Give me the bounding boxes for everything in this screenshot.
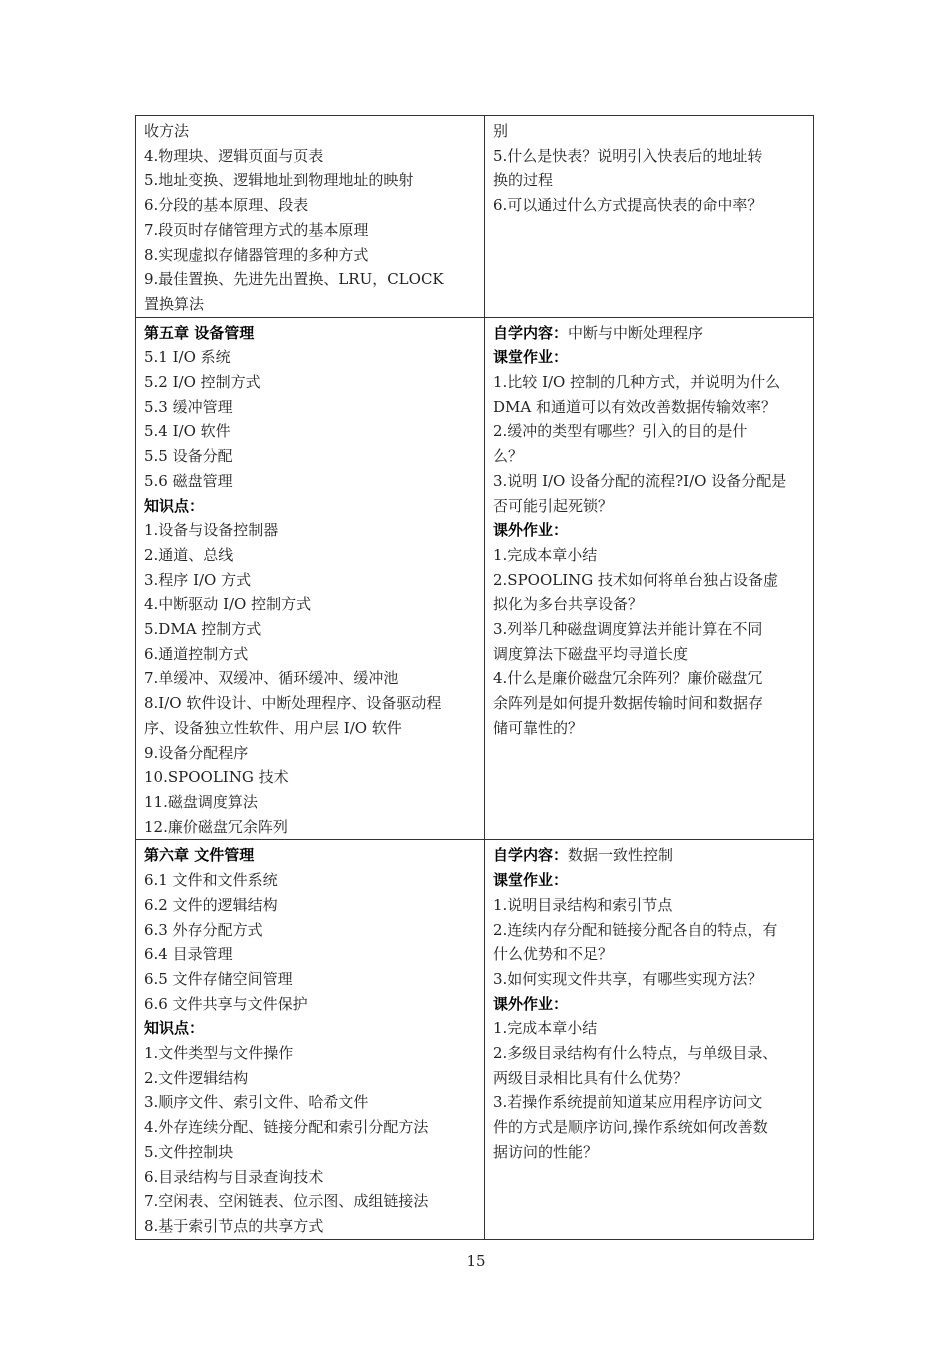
chapter-content-cell bbox=[136, 840, 485, 1239]
content-line: 据访问的性能？ bbox=[493, 1142, 599, 1161]
content-line: 2.缓冲的类型有哪些？引入的目的是什 bbox=[493, 422, 748, 441]
content-line: 6.2 文件的逻辑结构 bbox=[144, 895, 278, 914]
section-heading: 知识点： bbox=[144, 1019, 205, 1038]
content-line: 3.程序 I/O 方式 bbox=[144, 570, 252, 589]
content-line: 8.实现虚拟存储器管理的多种方式 bbox=[144, 245, 369, 264]
content-line: 6.可以通过什么方式提高快表的命中率？ bbox=[493, 196, 763, 215]
assignment-cell bbox=[485, 840, 814, 1239]
content-line: 1.说明目录结构和索引节点 bbox=[493, 895, 673, 914]
content-line: 余阵列是如何提升数据传输时间和数据存 bbox=[493, 694, 764, 713]
content-line: 4.外存连续分配、链接分配和索引分配方法 bbox=[144, 1118, 429, 1137]
content-line: 6.目录结构与目录查询技术 bbox=[144, 1167, 324, 1186]
content-line: 10.SPOOLING 技术 bbox=[144, 768, 289, 787]
content-line: 5.4 I/O 软件 bbox=[144, 422, 231, 441]
section-heading: 课外作业： bbox=[493, 521, 569, 540]
self-study-line bbox=[493, 321, 807, 346]
content-line: 6.1 文件和文件系统 bbox=[144, 871, 278, 890]
content-line: 别 bbox=[493, 122, 509, 140]
assignment-cell bbox=[485, 116, 814, 318]
content-line: 9.设备分配程序 bbox=[144, 743, 249, 762]
self-study-label: 自学内容： bbox=[493, 846, 569, 865]
content-line: 1.完成本章小结 bbox=[493, 545, 598, 564]
section-heading: 第六章 文件管理 bbox=[144, 846, 255, 865]
content-line: 2.SPOOLING 技术如何将单台独占设备虚 bbox=[493, 570, 779, 589]
self-study-topic: 中断与中断处理程序 bbox=[568, 323, 704, 342]
table-row bbox=[136, 317, 814, 840]
content-line: 5.地址变换、逻辑地址到物理地址的映射 bbox=[144, 171, 414, 190]
self-study-topic: 数据一致性控制 bbox=[568, 846, 674, 865]
content-line: 6.4 目录管理 bbox=[144, 945, 233, 964]
content-line: 换的过程 bbox=[493, 171, 554, 190]
content-line: 1.比较 I/O 控制的几种方式，并说明为什么 bbox=[493, 373, 781, 392]
content-line: 收方法 bbox=[144, 122, 190, 140]
content-line: 9.最佳置换、先进先出置换、LRU，CLOCK bbox=[144, 270, 444, 289]
content-line: 否可能引起死锁？ bbox=[493, 496, 614, 515]
content-line: 5.2 I/O 控制方式 bbox=[144, 373, 261, 392]
content-line: 5.6 磁盘管理 bbox=[144, 471, 233, 490]
content-line: 5.1 I/O 系统 bbox=[144, 348, 231, 367]
content-line: 6.6 文件共享与文件保护 bbox=[144, 994, 308, 1013]
content-line: 7.空闲表、空闲链表、位示图、成组链接法 bbox=[144, 1192, 429, 1211]
content-line: 3.若操作系统提前知道某应用程序访问文 bbox=[493, 1093, 763, 1112]
content-line: 调度算法下磁盘平均寻道长度 bbox=[493, 644, 689, 663]
content-line: 储可靠性的？ bbox=[493, 718, 584, 737]
chapter-content-cell bbox=[136, 317, 485, 840]
content-line: 5.3 缓冲管理 bbox=[144, 397, 233, 416]
chapter-content-cell bbox=[136, 116, 485, 318]
content-line: 4.物理块、逻辑页面与页表 bbox=[144, 146, 324, 165]
table-row bbox=[136, 116, 814, 318]
content-line: 两级目录相比具有什么优势？ bbox=[493, 1068, 689, 1087]
content-line: 拟化为多台共享设备？ bbox=[493, 595, 644, 614]
content-line: 5.文件控制块 bbox=[144, 1142, 234, 1161]
content-line: 3.列举几种磁盘调度算法并能计算在不同 bbox=[493, 620, 763, 639]
content-line: 6.5 文件存储空间管理 bbox=[144, 969, 293, 988]
assignment-cell bbox=[485, 317, 814, 840]
section-heading: 课堂作业： bbox=[493, 871, 569, 890]
content-line: 2.文件逻辑结构 bbox=[144, 1068, 249, 1087]
content-line: 3.顺序文件、索引文件、哈希文件 bbox=[144, 1093, 369, 1112]
table-row bbox=[136, 840, 814, 1239]
content-line: 8.I/O 软件设计、中断处理程序、设备驱动程 bbox=[144, 694, 442, 713]
section-heading: 课外作业： bbox=[493, 994, 569, 1013]
content-line: 11.磁盘调度算法 bbox=[144, 792, 258, 811]
syllabus-table bbox=[135, 115, 814, 1240]
content-line: 3.说明 I/O 设备分配的流程?I/O 设备分配是 bbox=[493, 471, 787, 490]
content-line: 1.设备与设备控制器 bbox=[144, 521, 279, 540]
content-line: 什么优势和不足？ bbox=[493, 945, 614, 964]
content-line: 6.3 外存分配方式 bbox=[144, 920, 263, 939]
content-line: 4.中断驱动 I/O 控制方式 bbox=[144, 595, 312, 614]
section-heading: 第五章 设备管理 bbox=[144, 323, 255, 342]
content-line: 2.多级目录结构有什么特点，与单级目录、 bbox=[493, 1044, 778, 1063]
content-line: 6.通道控制方式 bbox=[144, 644, 249, 663]
self-study-line bbox=[493, 843, 807, 868]
self-study-label: 自学内容： bbox=[493, 323, 569, 342]
content-line: 5.什么是快表？说明引入快表后的地址转 bbox=[493, 146, 763, 165]
syllabus-table-body bbox=[136, 116, 814, 1240]
content-line: 置换算法 bbox=[144, 294, 205, 313]
content-line: 1.文件类型与文件操作 bbox=[144, 1044, 294, 1063]
content-line: 4.什么是廉价磁盘冗余阵列？廉价磁盘冗 bbox=[493, 669, 763, 688]
content-line: 6.分段的基本原理、段表 bbox=[144, 196, 309, 215]
content-line: 5.5 设备分配 bbox=[144, 447, 233, 466]
content-line: 序、设备独立性软件、用户层 I/O 软件 bbox=[144, 718, 402, 737]
content-line: 1.完成本章小结 bbox=[493, 1019, 598, 1038]
content-line: 2.连续内存分配和链接分配各自的特点，有 bbox=[493, 920, 778, 939]
content-line: 么？ bbox=[493, 447, 524, 466]
content-line: 件的方式是顺序访问,操作系统如何改善数 bbox=[493, 1118, 768, 1137]
content-line: 5.DMA 控制方式 bbox=[144, 620, 262, 639]
content-line: 7.段页时存储管理方式的基本原理 bbox=[144, 220, 369, 239]
content-line: 8.基于索引节点的共享方式 bbox=[144, 1216, 324, 1235]
section-heading: 课堂作业： bbox=[493, 348, 569, 367]
content-line: 2.通道、总线 bbox=[144, 545, 234, 564]
content-line: 3.如何实现文件共享，有哪些实现方法？ bbox=[493, 969, 763, 988]
content-line: DMA 和通道可以有效改善数据传输效率？ bbox=[493, 397, 776, 416]
content-line: 7.单缓冲、双缓冲、循环缓冲、缓冲池 bbox=[144, 669, 399, 688]
page-number: 15 bbox=[466, 1252, 486, 1270]
section-heading: 知识点： bbox=[144, 496, 205, 515]
content-line: 12.廉价磁盘冗余阵列 bbox=[144, 817, 288, 836]
